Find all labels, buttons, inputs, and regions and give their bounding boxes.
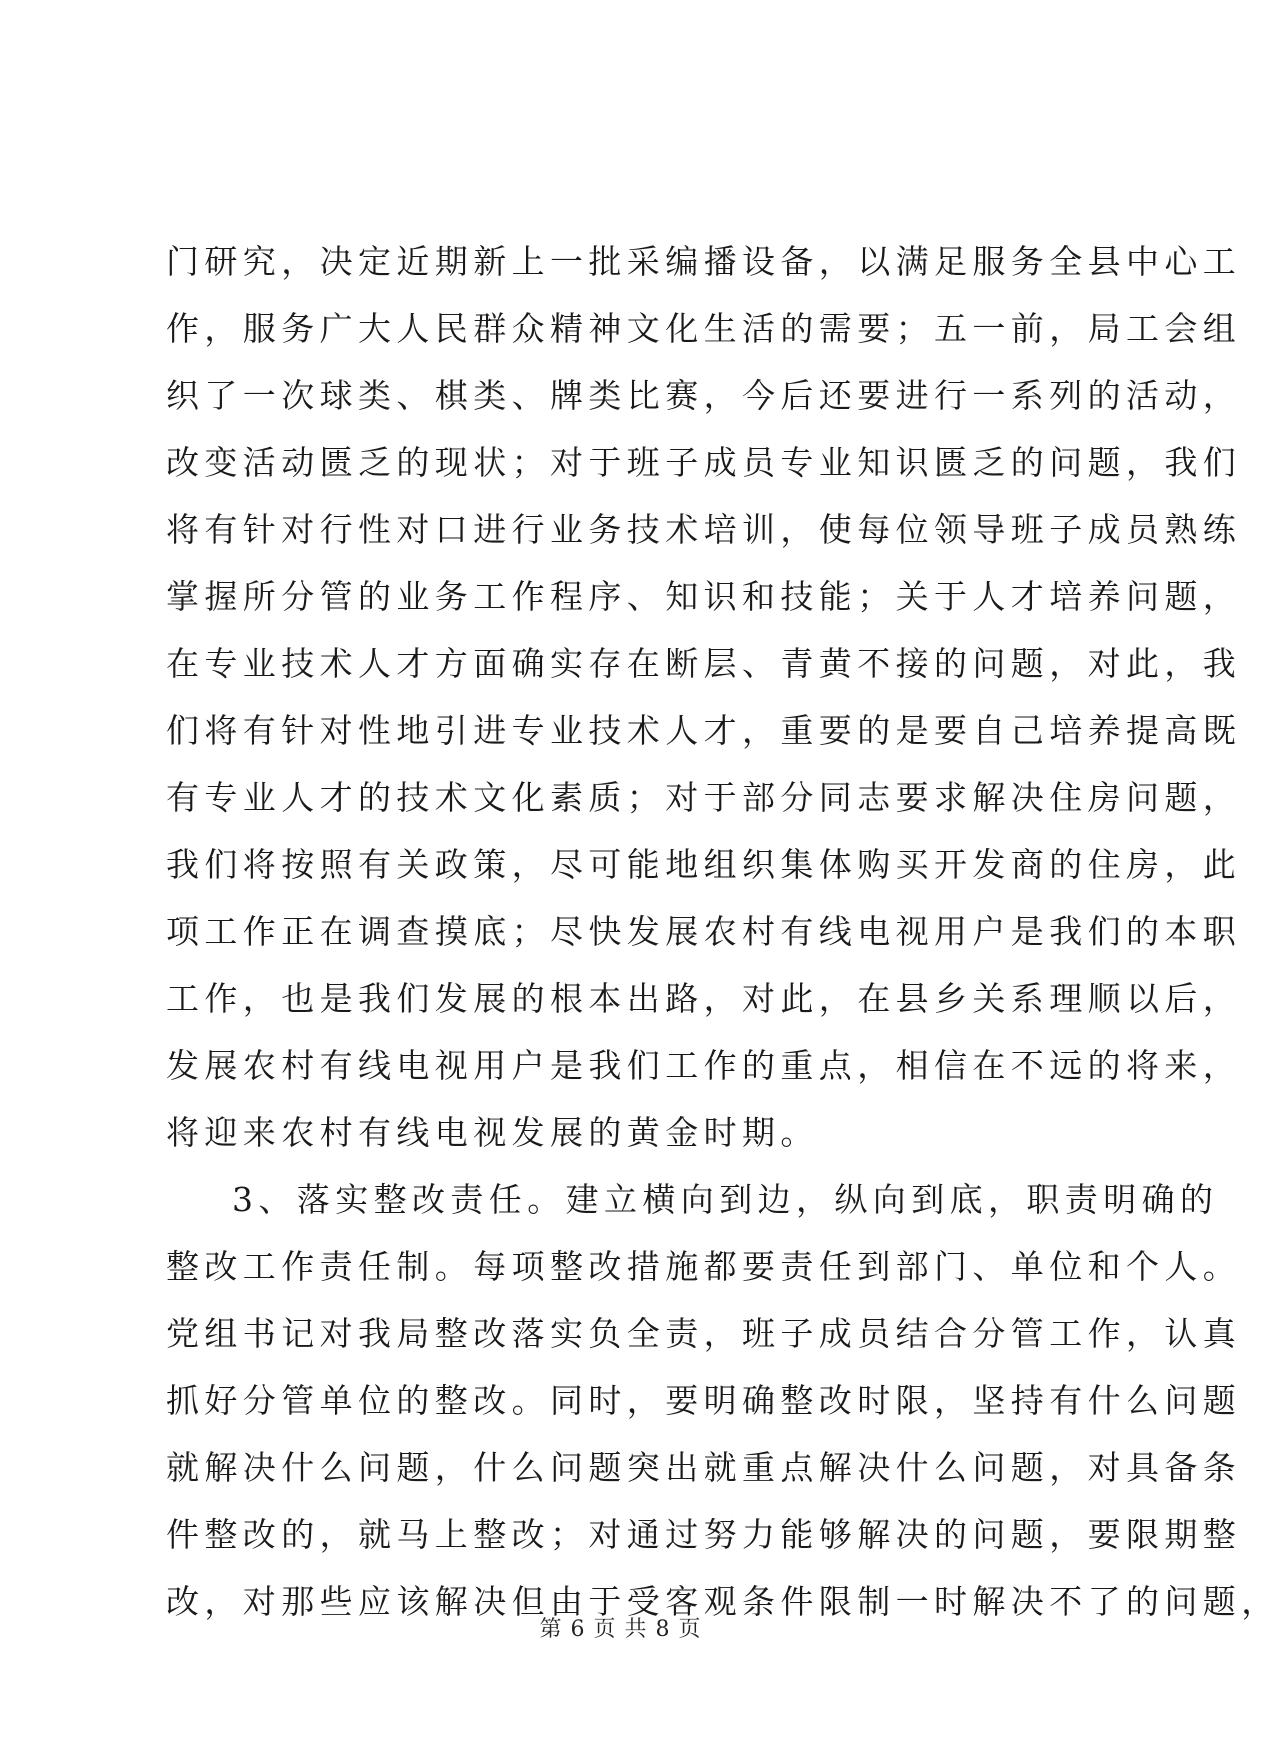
page-number: 第 6 页 共 8 页 bbox=[539, 1617, 702, 1642]
text-line: 就解决什么问题，什么问题突出就重点解决什么问题，对具备条 bbox=[166, 1448, 1242, 1487]
text-line: 项工作正在调查摸底；尽快发展农村有线电视用户是我们的本职 bbox=[166, 912, 1242, 951]
text-line: 门研究，决定近期新上一批采编播设备，以满足服务全县中心工 bbox=[166, 242, 1242, 281]
text-line: 件整改的，就马上整改；对通过努力能够解决的问题，要限期整 bbox=[166, 1515, 1242, 1554]
text-line: 整改工作责任制。每项整改措施都要责任到部门、单位和个人。 bbox=[166, 1247, 1242, 1286]
text-line: 发展农村有线电视用户是我们工作的重点，相信在不远的将来， bbox=[166, 1046, 1242, 1085]
text-line: 掌握所分管的业务工作程序、知识和技能；关于人才培养问题， bbox=[166, 577, 1242, 616]
text-line: 作，服务广大人民群众精神文化生活的需要；五一前，局工会组 bbox=[166, 309, 1242, 348]
body-text bbox=[166, 228, 1280, 1635]
text-line: 们将有针对性地引进专业技术人才，重要的是要自己培养提高既 bbox=[166, 711, 1242, 750]
text-line: 抓好分管单位的整改。同时，要明确整改时限，坚持有什么问题 bbox=[166, 1381, 1242, 1420]
text-line: 织了一次球类、棋类、牌类比赛，今后还要进行一系列的活动， bbox=[166, 376, 1242, 415]
text-line: 将有针对行性对口进行业务技术培训，使每位领导班子成员熟练 bbox=[166, 510, 1242, 549]
text-line: 改，对那些应该解决但由于受客观条件限制一时解决不了的问题， bbox=[166, 1582, 1280, 1621]
text-line: 在专业技术人才方面确实存在断层、青黄不接的问题，对此，我 bbox=[166, 644, 1242, 683]
text-line: 改变活动匮乏的现状；对于班子成员专业知识匮乏的问题，我们 bbox=[166, 443, 1242, 482]
text-line: 有专业人才的技术文化素质；对于部分同志要求解决住房问题， bbox=[166, 778, 1242, 817]
text-line: 党组书记对我局整改落实负全责，班子成员结合分管工作，认真 bbox=[166, 1314, 1242, 1353]
paragraph-start-line: 3、落实整改责任。建立横向到边，纵向到底，职责明确的 bbox=[232, 1180, 1219, 1219]
text-line: 工作，也是我们发展的根本出路，对此，在县乡关系理顺以后， bbox=[166, 979, 1242, 1018]
text-line: 我们将按照有关政策，尽可能地组织集体购买开发商的住房，此 bbox=[166, 845, 1242, 884]
text-line: 将迎来农村有线电视发展的黄金时期。 bbox=[166, 1113, 819, 1152]
